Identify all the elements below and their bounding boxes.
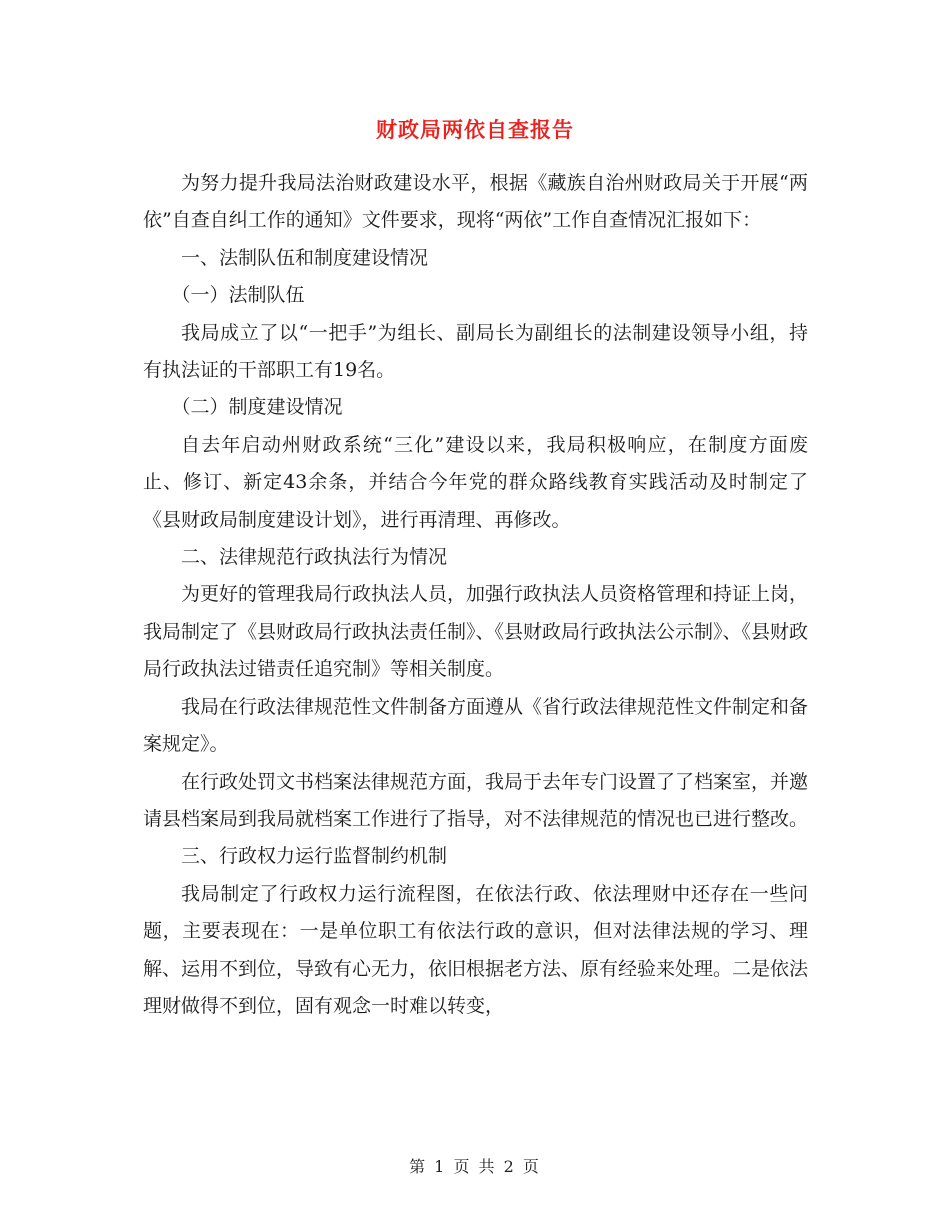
paragraph-archive: 在行政处罚文书档案法律规范方面，我局于去年专门设置了了档案室，并邀请县档案局到我局就档案工作进行了指导，对不法律规范的情况也已进行整改。 [143,770,809,830]
paragraph-team: 我局成立了以“一把手”为组长、副局长为副组长的法制建设领导小组，持有执法证的干部职工有19名。 [143,321,808,382]
paragraph-supervision: 我局制定了行政权力运行流程图，在依法行政、依法理财中还存在一些问题，主要表现在：一是单位职工有依法行政的意识，但对法律法规的学习、理解、运用不到位，导致有心无力，依旧根据老方法、原有经验来处理。二是依法理财做得不到位，固有观念一时难以转变， [143,882,809,1017]
section-heading-2: 二、法律规范行政执法行为情况 [181,546,448,569]
paragraph-enforcement: 为更好的管理我局行政执法人员，加强行政执法人员资格管理和持证上岗，我局制定了《县财政局行政执法责任制》、《县财政局行政执法公示制》、《县财政局行政执法过错责任追究制》等相关制度。 [143,583,809,681]
document-body [143,165,808,1025]
page-number-footer: 第 1 页 共 2 页 [409,1157,541,1176]
paragraph-intro: 为努力提升我局法治财政建设水平，根据《藏族自治州财政局关于开展“两依”自查自纠工作的通知》文件要求，现将“两依”工作自查情况汇报如下： [143,172,808,232]
document-title: 财政局两依自查报告 [376,117,574,142]
paragraph-regulation: 我局在行政法律规范性文件制备方面遵从《省行政法律规范性文件制定和备案规定》。 [143,695,809,756]
section-heading-1: 一、法制队伍和制度建设情况 [181,246,429,269]
section-heading-3: 三、行政权力运行监督制约机制 [181,845,448,868]
paragraph-system: 自去年启动州财政系统“三化”建设以来，我局积极响应，在制度方面废止、修订、新定43余条，并结合今年党的群众路线教育实践活动及时制定了《县财政局制度建设计划》，进行再清理、再修改。 [143,433,808,531]
subsection-heading-2: （二）制度建设情况 [171,396,343,419]
subsection-heading-1: （一）法制队伍 [171,284,305,307]
